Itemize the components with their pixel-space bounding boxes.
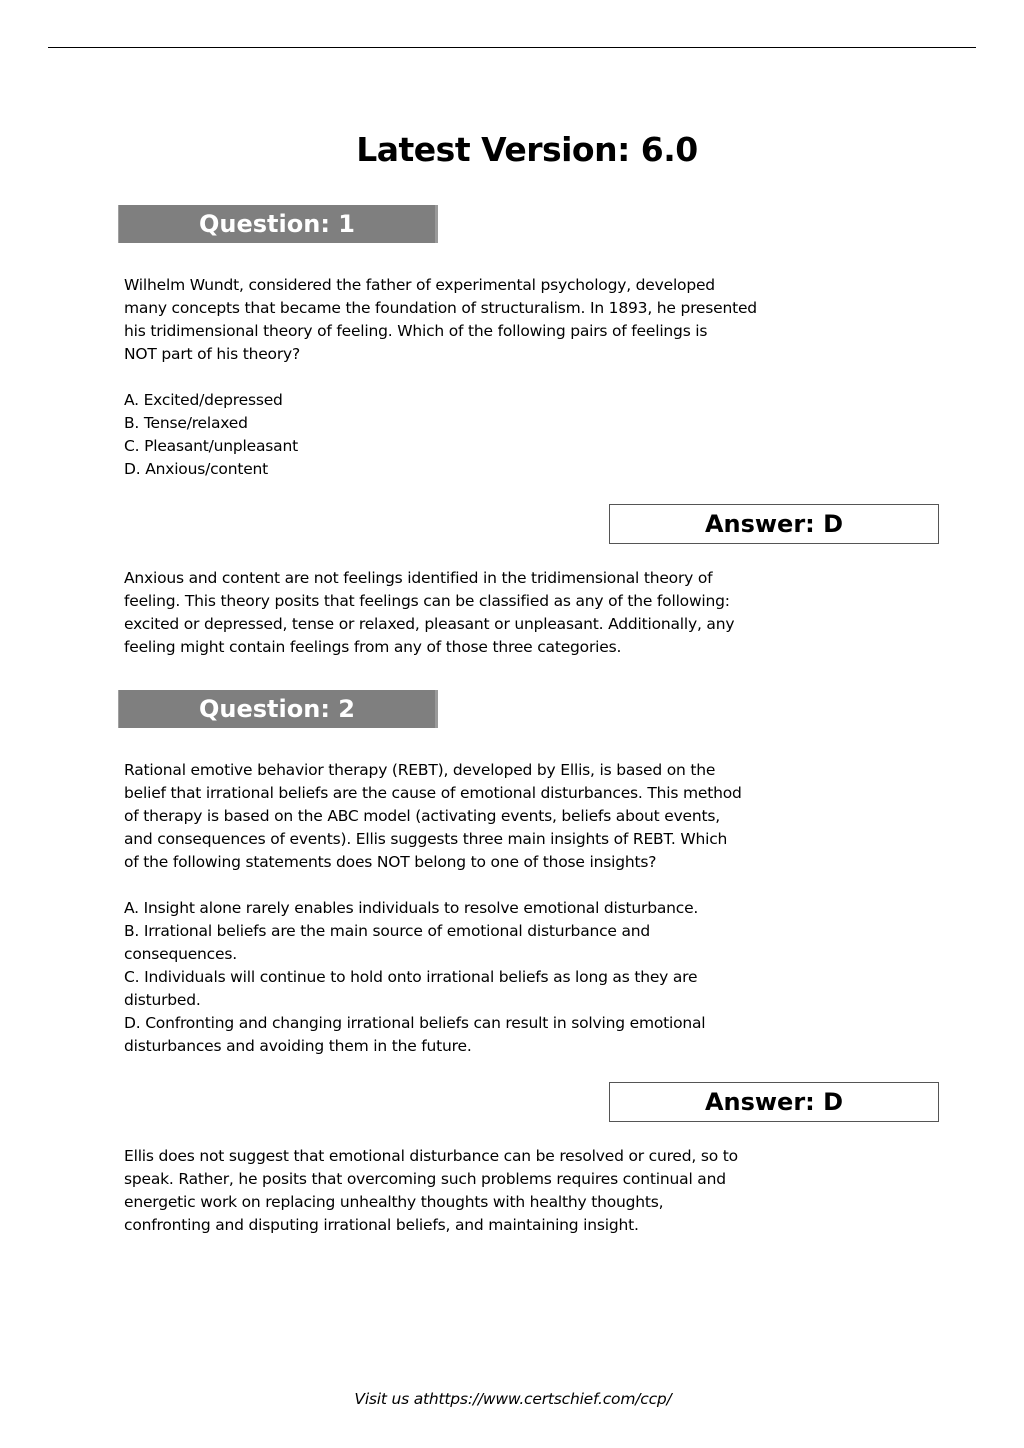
- footer-visit-link[interactable]: Visit us athttps://www.certschief.com/ccp/: [354, 1390, 672, 1408]
- question-2-option-a: A. Insight alone rarely enables individuals to resolve emotional disturbance.: [124, 899, 699, 917]
- question-2-body: [124, 759, 784, 1058]
- explanation-line: excited or depressed, tense or relaxed, pleasant or unpleasant. Additionally, any: [124, 615, 735, 633]
- question-2-option-b-cont: consequences.: [124, 945, 237, 963]
- question-2-option-b: B. Irrational beliefs are the main source of emotional disturbance and: [124, 922, 651, 940]
- question-1-option-b: B. Tense/relaxed: [124, 414, 248, 432]
- question-1-option-c: C. Pleasant/unpleasant: [124, 437, 298, 455]
- explanation-line: Ellis does not suggest that emotional disturbance can be resolved or cured, so to: [124, 1147, 738, 1165]
- question-2-option-c: C. Individuals will continue to hold onto irrational beliefs as long as they are: [124, 968, 698, 986]
- question-2-header: Question: 2: [118, 690, 438, 728]
- question-1-header: Question: 1: [118, 205, 438, 243]
- question-2-option-d-cont: disturbances and avoiding them in the future.: [124, 1037, 472, 1055]
- question-2-stem-line: belief that irrational beliefs are the cause of emotional disturbances. This method: [124, 784, 742, 802]
- explanation-line: confronting and disputing irrational beliefs, and maintaining insight.: [124, 1216, 639, 1234]
- question-1-explanation: [124, 567, 784, 659]
- top-rule: [48, 47, 976, 48]
- question-1-option-a: A. Excited/depressed: [124, 391, 283, 409]
- question-2-stem-line: of therapy is based on the ABC model (activating events, beliefs about events,: [124, 807, 720, 825]
- question-2-stem-line: of the following statements does NOT belong to one of those insights?: [124, 853, 657, 871]
- explanation-line: Anxious and content are not feelings identified in the tridimensional theory of: [124, 569, 713, 587]
- question-1-answer: Answer: D: [609, 504, 939, 544]
- explanation-line: energetic work on replacing unhealthy thoughts with healthy thoughts,: [124, 1193, 664, 1211]
- question-1-stem-line: his tridimensional theory of feeling. Which of the following pairs of feelings is: [124, 322, 708, 340]
- question-2-answer: Answer: D: [609, 1082, 939, 1122]
- question-2-stem-line: and consequences of events). Ellis suggests three main insights of REBT. Which: [124, 830, 728, 848]
- explanation-line: feeling. This theory posits that feelings can be classified as any of the following:: [124, 592, 730, 610]
- question-1-option-d: D. Anxious/content: [124, 460, 269, 478]
- question-2-option-c-cont: disturbed.: [124, 991, 201, 1009]
- explanation-line: feeling might contain feelings from any of those three categories.: [124, 638, 622, 656]
- question-1-stem-line: Wilhelm Wundt, considered the father of experimental psychology, developed: [124, 276, 715, 294]
- question-2-explanation: [124, 1145, 784, 1237]
- question-1-body: [124, 274, 784, 481]
- question-2-option-d: D. Confronting and changing irrational beliefs can result in solving emotional: [124, 1014, 706, 1032]
- question-1-stem-line: many concepts that became the foundation of structuralism. In 1893, he presented: [124, 299, 757, 317]
- question-2-stem-line: Rational emotive behavior therapy (REBT), developed by Ellis, is based on the: [124, 761, 716, 779]
- explanation-line: speak. Rather, he posits that overcoming such problems requires continual and: [124, 1170, 726, 1188]
- page-title: Latest Version: 6.0: [356, 130, 698, 169]
- question-1-stem-line: NOT part of his theory?: [124, 345, 300, 363]
